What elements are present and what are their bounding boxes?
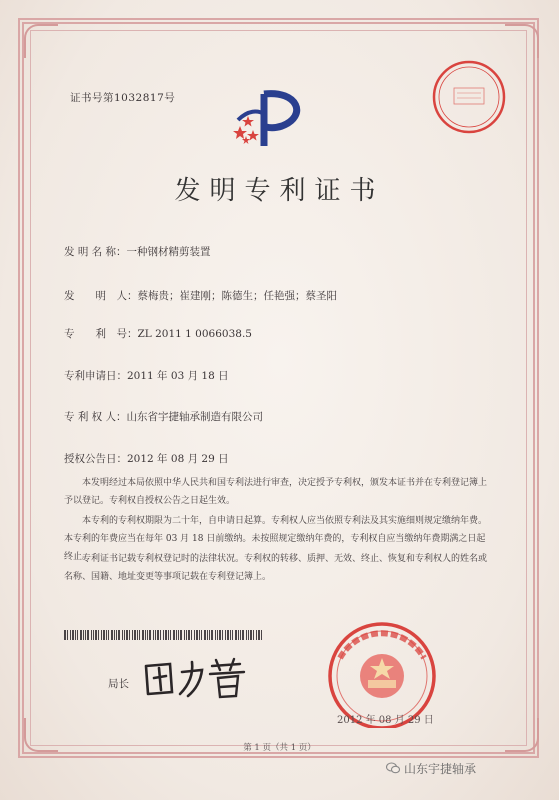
barcode-bar [129,630,130,640]
barcode-bar [215,630,216,640]
barcode-bar [184,630,185,640]
page-title: 发明专利证书 [174,176,385,206]
page-number: 第 1 页（共 1 页） [243,743,316,753]
field-inventors [64,288,337,303]
barcode-bar [155,630,156,640]
barcode-bar [246,630,247,640]
barcode-bar [242,630,244,640]
barcode-bar [87,630,89,640]
barcode-bar [196,630,198,640]
barcode-bar [250,630,252,640]
patent-office-emblem-icon [226,80,316,150]
wechat-icon [386,762,400,774]
field-value: 2012 年 08 月 29 日 [127,453,229,465]
barcode-bar [83,630,84,640]
field-value: ZL 2011 1 0066038.5 [137,328,252,340]
field-label: 发 明 名 称： [64,246,127,258]
barcode-bar [134,630,136,640]
barcode-bar [137,630,138,640]
barcode-bar [191,630,192,640]
barcode-bar [103,630,105,640]
field-patent-number [64,326,252,341]
barcode-bar [217,630,218,640]
director-label: 局长 [108,678,129,690]
corner-ornament [505,24,539,58]
body-paragraph: 本专利的专利权期限为二十年，自申请日起算。专利权人应当依照专利法及其实施细则规定缴纳年费。本专利的年费应当在每年 03 月 18 日前缴纳。未按照规定缴纳年费的，专利权自应当缴纳年费期满之日起终止。 [64,516,488,562]
barcode-bar [72,630,74,640]
field-application-date [64,368,229,383]
barcode-bar [199,630,200,640]
barcode-bar [145,630,146,640]
field-label: 授权公告日： [64,453,127,465]
barcode-bar [93,630,94,640]
body-paragraph: 专利证书记载专利权登记时的法律状况。专利权的转移、质押、无效、终止、恢复和专利权人的姓名或名称、国籍、地址变更等事项记载在专利登记簿上。 [64,554,488,582]
barcode-bar [149,630,151,640]
field-value: 蔡梅贵；崔建刚；陈德生；任艳强；蔡圣阳 [137,290,337,302]
barcode-bar [153,630,154,640]
barcode-bar [256,630,257,640]
barcode-bar [248,630,249,640]
barcode-bar [238,630,239,640]
field-invention-name [64,244,211,259]
barcode-bar [204,630,206,640]
barcode-bar [147,630,148,640]
barcode-bar [211,630,213,640]
barcode-bar [122,630,123,640]
barcode-bar [111,630,113,640]
field-value: 山东省宇捷轴承制造有限公司 [126,411,264,423]
barcode-bar [209,630,210,640]
barcode-bar [157,630,159,640]
barcode-bar [230,630,231,640]
barcode-bar [114,630,115,640]
field-label: 发 明 人： [64,290,138,302]
barcode-bar [64,630,66,640]
barcode-bar [77,630,78,640]
barcode-bar [75,630,76,640]
barcode-bar [126,630,128,640]
barcode [64,630,264,640]
field-label: 专 利 权 人： [64,411,127,423]
barcode-bar [132,630,133,640]
field-grant-date [64,451,229,466]
barcode-bar [108,630,109,640]
registration-seal-icon [430,58,508,136]
barcode-bar [253,630,254,640]
barcode-bar [106,630,107,640]
field-value: 2011 年 03 月 18 日 [127,370,229,382]
barcode-bar [225,630,226,640]
barcode-bar [235,630,237,640]
barcode-bar [176,630,177,640]
barcode-bar [116,630,117,640]
barcode-bar [67,630,68,640]
barcode-bar [207,630,208,640]
barcode-bar [232,630,233,640]
barcode-bar [219,630,221,640]
barcode-bar [222,630,223,640]
barcode-bar [85,630,86,640]
barcode-bar [124,630,125,640]
barcode-bar [178,630,179,640]
barcode-bar [240,630,241,640]
barcode-bar [188,630,190,640]
barcode-bar [80,630,82,640]
barcode-bar [170,630,171,640]
barcode-bar [194,630,195,640]
barcode-bar [258,630,260,640]
field-label: 专利申请日： [64,370,127,382]
barcode-bar [186,630,187,640]
field-patentee [64,409,263,424]
barcode-bar [168,630,169,640]
barcode-bar [139,630,140,640]
barcode-bar [163,630,164,640]
barcode-bar [70,630,71,640]
seal-date: 2012 年 08 月 29 日 [337,715,434,726]
certificate-number: 证书号第1032817号 [70,92,176,104]
barcode-bar [118,630,120,640]
corner-ornament [24,24,58,58]
barcode-bar [261,630,262,640]
barcode-bar [227,630,229,640]
barcode-bar [142,630,144,640]
barcode-bar [173,630,175,640]
barcode-bar [98,630,99,640]
field-value: 一种钢材精剪装置 [126,246,211,258]
watermark-text: 山东宇捷轴承 [404,762,477,776]
field-label: 专 利 号： [64,328,138,340]
barcode-bar [95,630,97,640]
barcode-bar [160,630,161,640]
barcode-bar [201,630,202,640]
barcode-bar [180,630,182,640]
barcode-bar [91,630,92,640]
barcode-bar [165,630,167,640]
director-signature-icon [140,656,250,700]
barcode-bar [101,630,102,640]
body-paragraph: 本发明经过本局依照中华人民共和国专利法进行审查，决定授予专利权，颁发本证书并在专利登记簿上予以登记。专利权自授权公告之日起生效。 [64,478,488,506]
